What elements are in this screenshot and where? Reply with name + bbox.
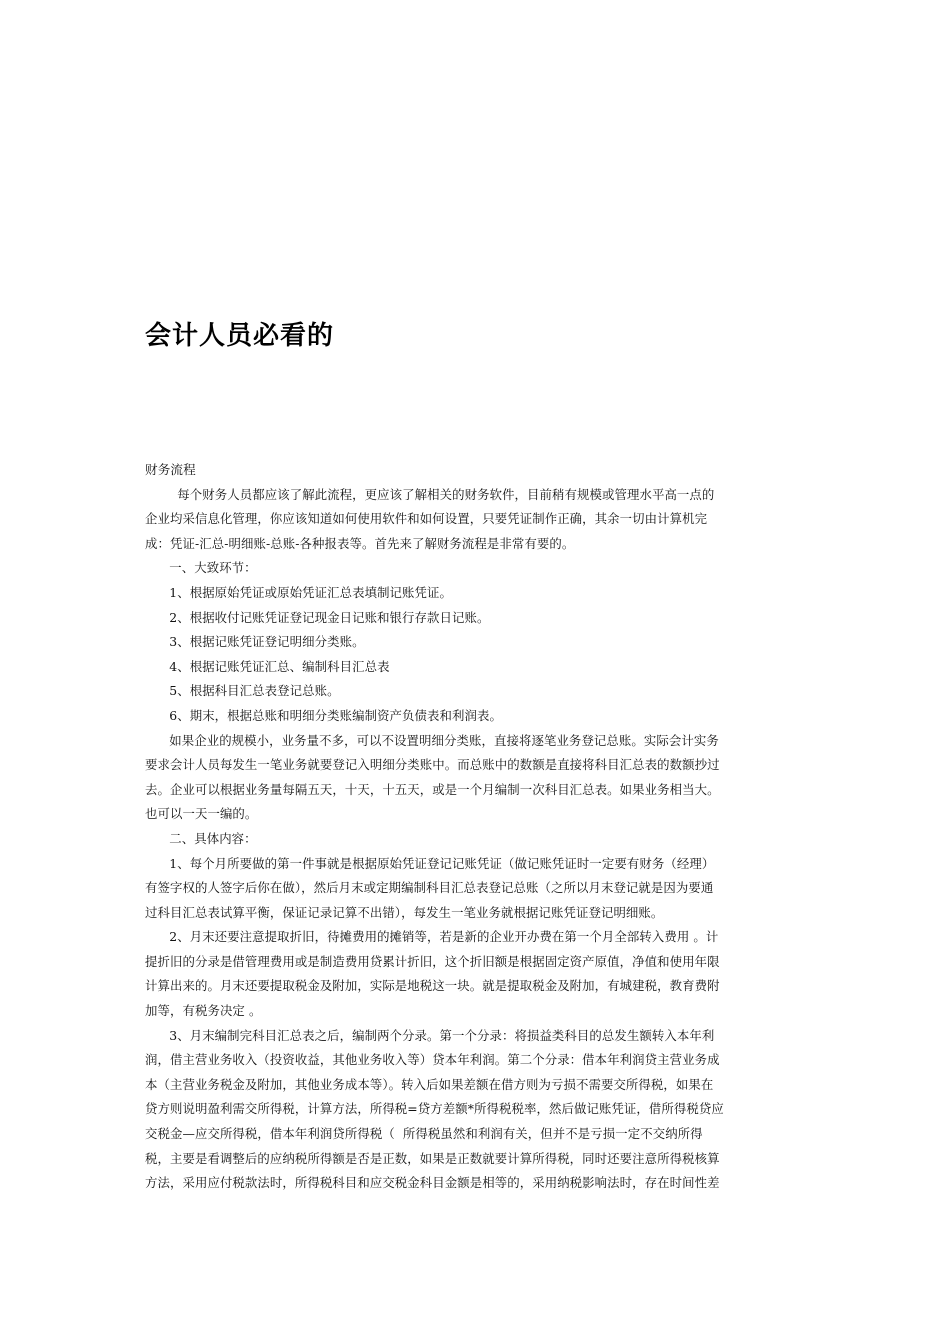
list-item: 2、根据收付记账凭证登记现金日记账和银行存款日记账。 (145, 609, 490, 625)
paragraph-line: 1、每个月所要做的第一件事就是根据原始凭证登记记账凭证（做记账凭证时一定要有财务（经理） (145, 855, 715, 871)
paragraph-line: 贷方则说明盈利需交所得税，计算方法，所得税=贷方差额*所得税税率，然后做记账凭证，借所得税贷应 (145, 1101, 724, 1117)
paragraph-line: 去。企业可以根据业务量每隔五天，十天，十五天，或是一个月编制一次科目汇总表。如果业务相当大。 (145, 781, 720, 797)
paragraph-line: 过科目汇总表试算平衡，保证记录记算不出错），每发生一笔业务就根据记账凭证登记明细账。 (145, 904, 664, 920)
paragraph-line: 成：凭证-汇总-明细账-总账-各种报表等。首先来了解财务流程是非常有要的。 (145, 535, 575, 551)
paragraph-line: 计算出来的。月末还要提取税金及附加，实际是地税这一块。就是提取税金及附加，有城建税，教育费附 (145, 978, 720, 994)
paragraph-line: 有签字权的人签字后你在做），然后月末或定期编制科目汇总表登记总账（之所以月末登记就是因为要通 (145, 880, 714, 896)
document-body (145, 458, 805, 1196)
list-item: 4、根据记账凭证汇总、编制科目汇总表 (145, 658, 390, 674)
list-item: 3、根据记账凭证登记明细分类账。 (145, 634, 365, 650)
paragraph-line: 每个财务人员都应该了解此流程，更应该了解相关的财务软件，目前稍有规模或管理水平高一点的 (145, 486, 715, 502)
paragraph-line: 如果企业的规模小，业务量不多，可以不设置明细分类账，直接将逐笔业务登记总账。实际会计实务 (145, 732, 719, 748)
subheading-line: 一、大致环节： (145, 560, 257, 576)
section-heading: 财务流程 (145, 462, 196, 477)
paragraph-line: 方法，采用应付税款法时，所得税科目和应交税金科目金额是相等的，采用纳税影响法时，存在时间性差 (145, 1175, 720, 1191)
paragraph-line: 税，主要是看调整后的应纳税所得额是否是正数，如果是正数就要计算所得税，同时还要注意所得税核算 (145, 1150, 720, 1166)
document-title: 会计人员必看的 (145, 321, 335, 351)
paragraph-line: 要求会计人员每发生一笔业务就要登记入明细分类账中。而总账中的数额是直接将科目汇总表的数额抄过 (145, 757, 720, 773)
list-item: 1、根据原始凭证或原始凭证汇总表填制记账凭证。 (145, 584, 453, 600)
paragraph-line: 润，借主营业务收入（投资收益，其他业务收入等）贷本年利润。第二个分录：借本年利润贷主营业务成 (145, 1052, 720, 1068)
paragraph-line: 也可以一天一编的。 (145, 806, 258, 822)
paragraph-line: 本（主营业务税金及附加，其他业务成本等）。转入后如果差额在借方则为亏损不需要交所得税，如果在 (145, 1076, 714, 1092)
paragraph-line: 加等，有税务决定 。 (145, 1003, 262, 1019)
paragraph-line: 提折旧的分录是借管理费用或是制造费用贷累计折旧，这个折旧额是根据固定资产原值，净值和使用年限 (145, 953, 720, 969)
subheading-line: 二、具体内容： (145, 830, 257, 846)
paragraph-line: 3、月末编制完科目汇总表之后，编制两个分录。第一个分录：将损益类科目的总发生额转入本年利 (145, 1027, 715, 1043)
list-item: 5、根据科目汇总表登记总账。 (145, 683, 340, 699)
paragraph-line: 企业均采信息化管理，你应该知道如何使用软件和如何设置，只要凭证制作正确，其余一切由计算机完 (145, 511, 708, 527)
paragraph-line: 交税金—应交所得税，借本年利润贷所得税（ 所得税虽然和利润有关，但并不是亏损一定不交纳所得 (145, 1126, 703, 1142)
list-item: 6、期末，根据总账和明细分类账编制资产负债表和利润表。 (145, 707, 502, 723)
paragraph-line: 2、月末还要注意提取折旧，待摊费用的摊销等，若是新的企业开办费在第一个月全部转入费用 。计 (145, 929, 719, 945)
